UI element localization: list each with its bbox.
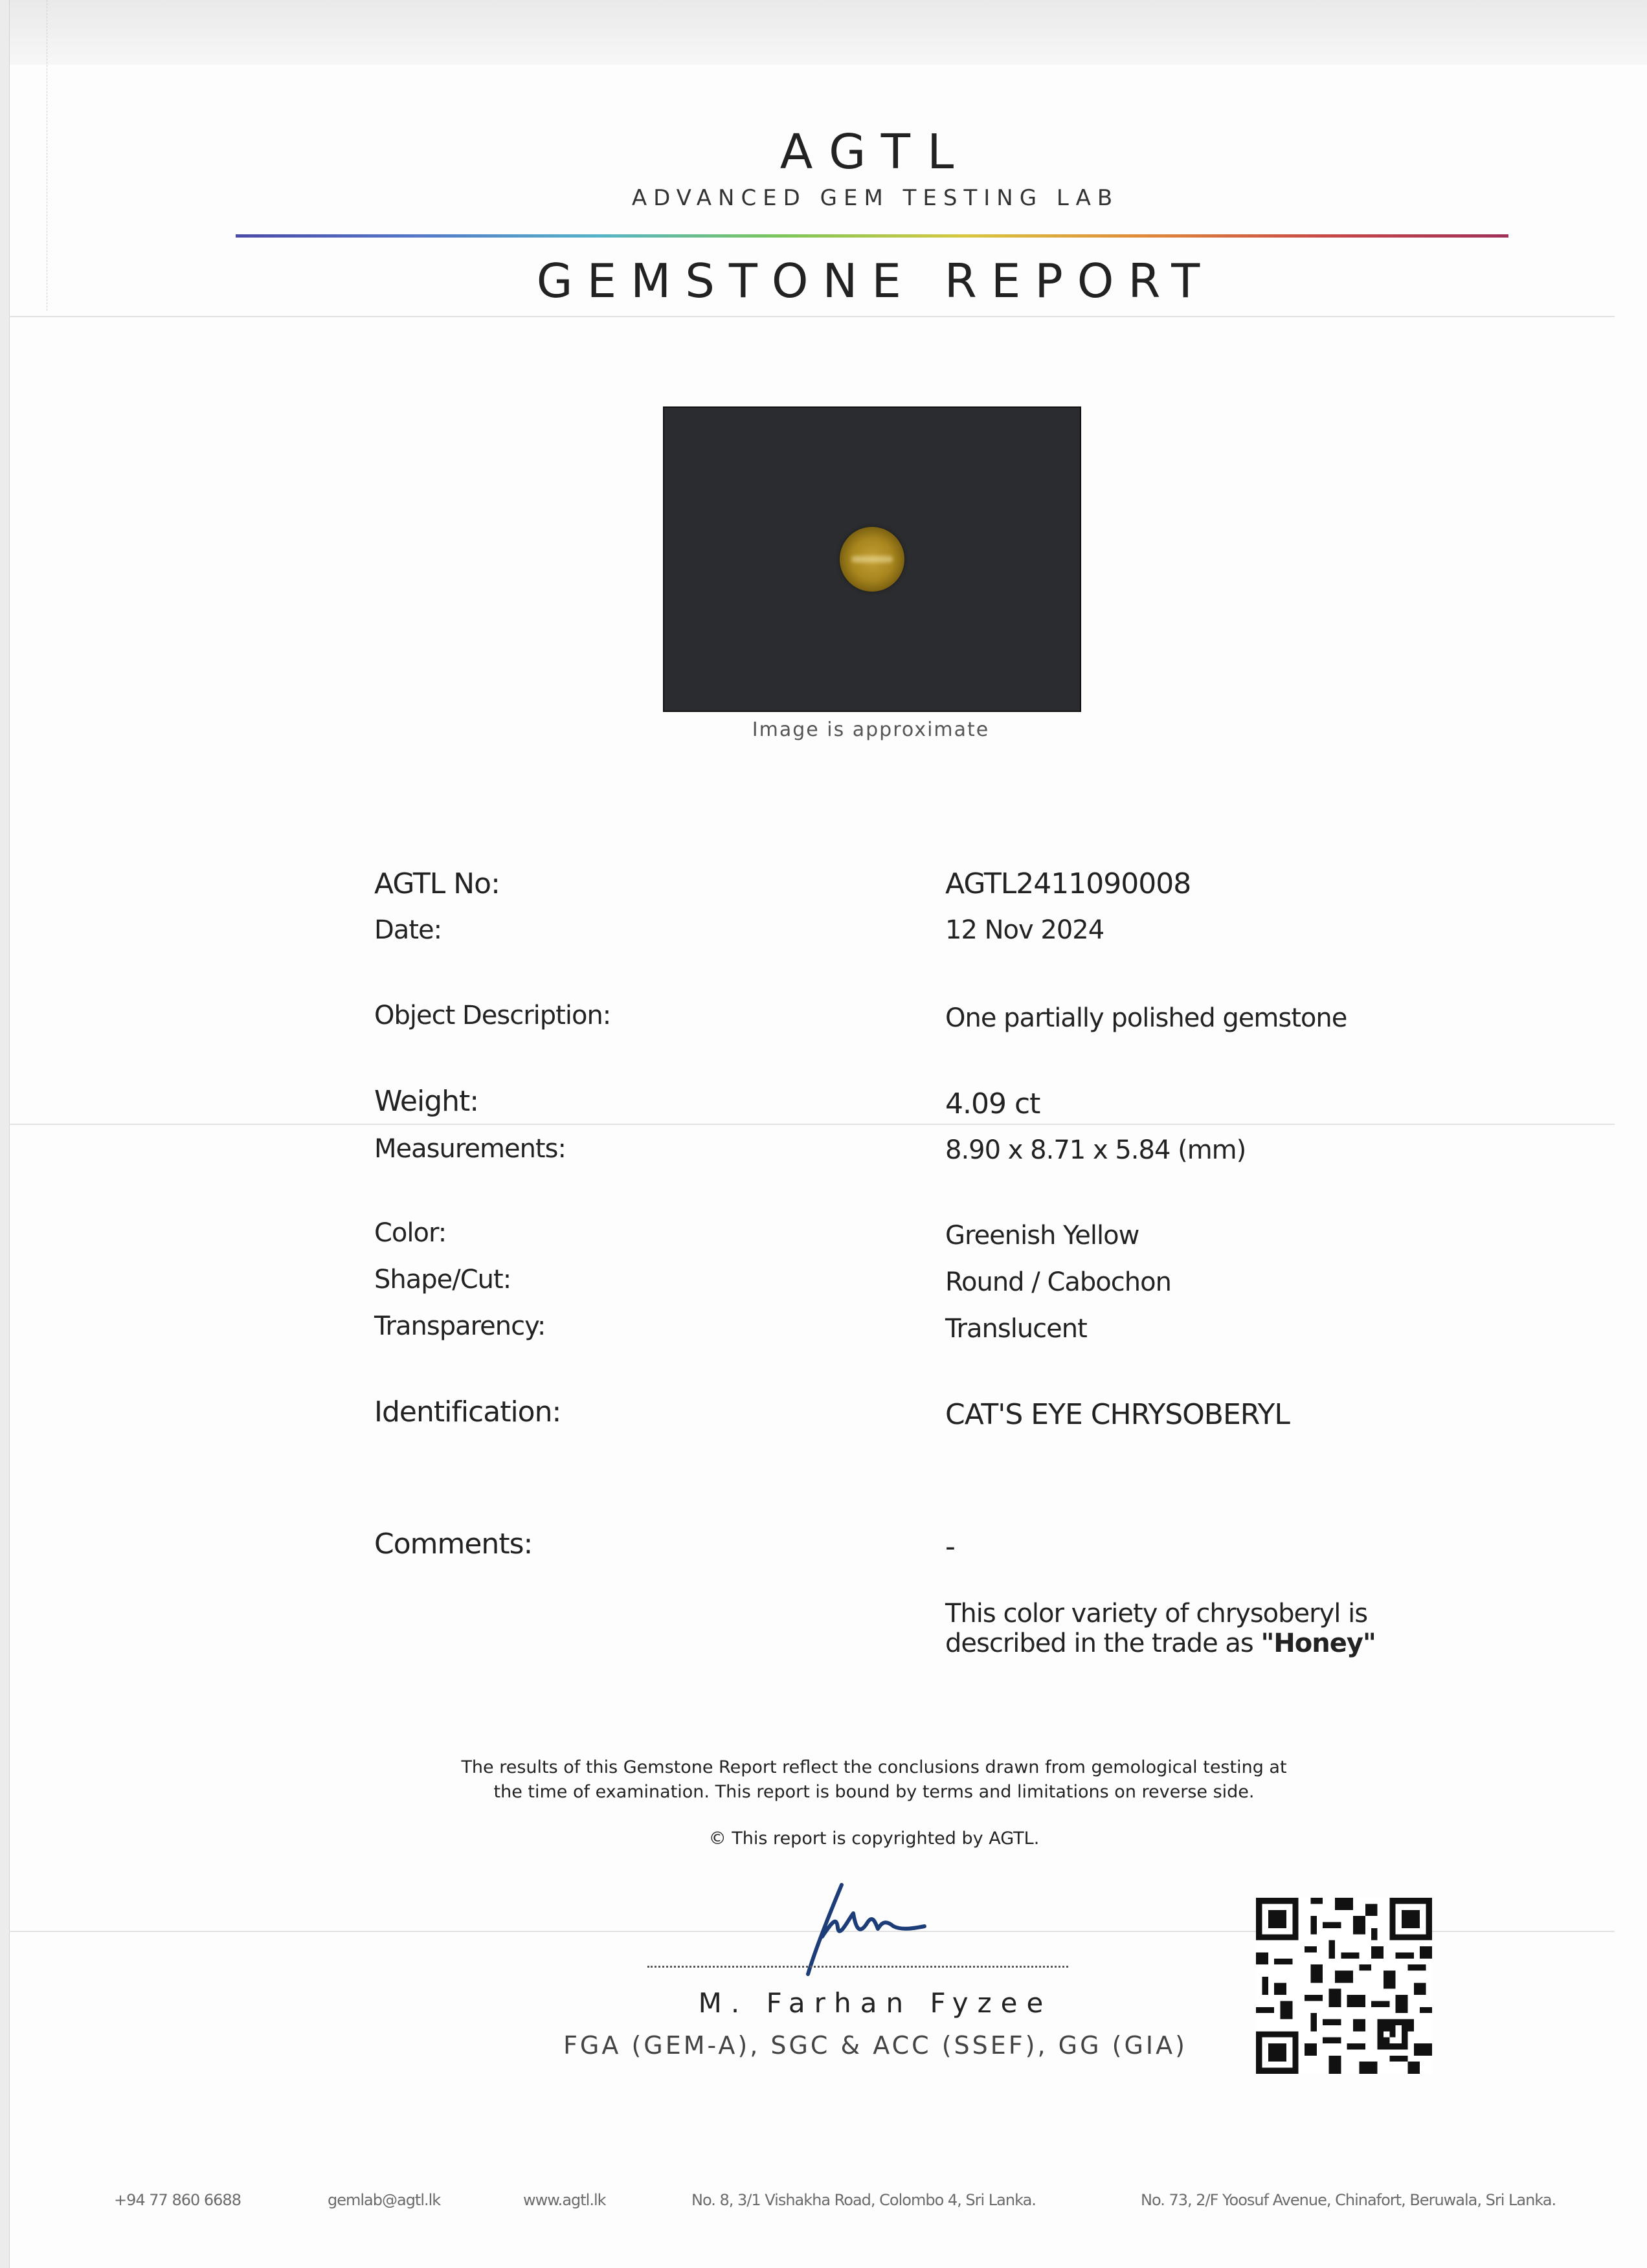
comments-label: Comments: [374,1528,533,1561]
weight-label: Weight: [374,1085,479,1118]
agtl-no-value: AGTL2411090008 [945,867,1191,900]
object-description-value: One partially polished gemstone [945,1003,1347,1033]
object-description-label: Object Description: [374,1001,611,1030]
shape-cut-value: Round / Cabochon [945,1267,1171,1297]
comments-value: - [945,1530,955,1563]
fold-line [9,1124,1615,1125]
measurements-label: Measurements: [374,1134,566,1164]
color-label: Color: [374,1218,447,1248]
rainbow-divider [236,234,1508,238]
disclaimer-line1: The results of this Gemstone Report reflect the conclusions drawn from gemological testing at [461,1757,1287,1777]
brand-subtitle: ADVANCED GEM TESTING LAB [631,185,1119,211]
transparency-label: Transparency: [374,1311,546,1341]
measurements-value: 8.90 x 8.71 x 5.84 (mm) [945,1135,1246,1165]
footer-email: gemlab@agtl.lk [328,2191,441,2209]
signer-credentials: FGA (GEM-A), SGC & ACC (SSEF), GG (GIA) [563,2031,1187,2060]
qr-code [1256,1898,1432,2074]
trade-name: "Honey" [1260,1629,1376,1658]
gemstone-photo [663,406,1081,712]
agtl-no-label: AGTL No: [374,867,500,900]
scan-left-edge [0,0,10,2268]
identification-label: Identification: [374,1395,561,1429]
cats-eye-band [851,556,893,562]
signature-mark [757,1877,952,1981]
comments-note-line1: This color variety of chrysoberyl is [945,1599,1368,1629]
footer-phone: +94 77 860 6688 [114,2191,241,2209]
comments-note-prefix: described in the trade as [945,1629,1261,1658]
footer-address-beruwala: No. 73, 2/F Yoosuf Avenue, Chinafort, Beruwala, Sri Lanka. [1141,2191,1556,2209]
identification-value: CAT'S EYE CHRYSOBERYL [945,1398,1290,1431]
color-value: Greenish Yellow [945,1221,1139,1251]
footer-website: www.agtl.lk [523,2191,606,2209]
gemstone-image [840,527,904,592]
transparency-value: Translucent [945,1314,1087,1344]
footer-address-colombo: No. 8, 3/1 Vishakha Road, Colombo 4, Sri Lanka. [691,2191,1036,2209]
date-label: Date: [374,915,442,945]
weight-value: 4.09 ct [945,1087,1040,1120]
date-value: 12 Nov 2024 [945,915,1104,945]
comments-note-line2 [945,1629,1376,1658]
brand-title: AGTL [779,124,971,180]
report-title: GEMSTONE REPORT [536,254,1215,308]
disclaimer-line2: the time of examination. This report is bound by terms and limitations on reverse side. [493,1782,1255,1802]
signature-line [647,1966,1068,1968]
photo-caption: Image is approximate [752,718,990,741]
scan-top-shadow [0,0,1647,65]
shape-cut-label: Shape/Cut: [374,1265,511,1295]
fold-line [9,316,1615,317]
copyright-notice: © This report is copyrighted by AGTL. [708,1829,1040,1849]
signer-name: M. Farhan Fyzee [698,1987,1053,2019]
